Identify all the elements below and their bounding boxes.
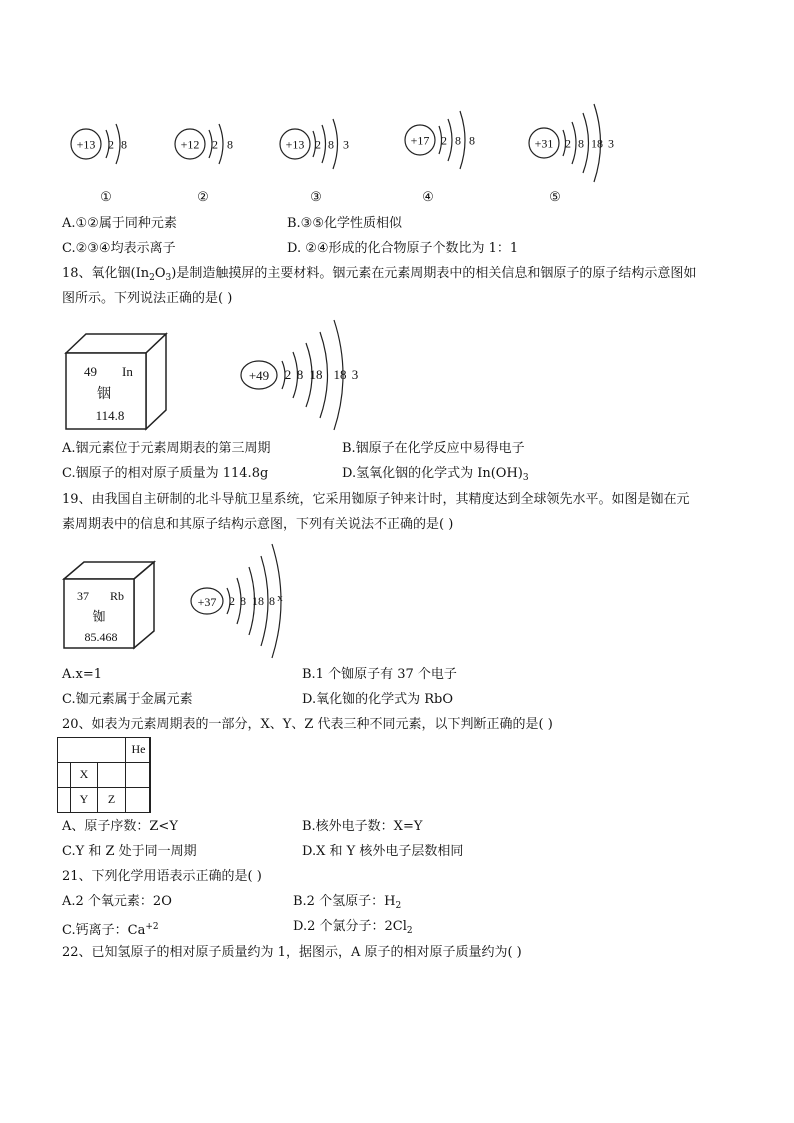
rubidium-atom-diagram — [191, 544, 283, 658]
atom-diagram-3 — [280, 119, 349, 204]
element-symbol: In — [122, 364, 133, 379]
svg-text:+37: +37 — [197, 595, 217, 609]
svg-text:8: 8 — [240, 594, 246, 608]
atomic-mass: 85.468 — [84, 630, 118, 644]
cell-y: Y — [79, 792, 89, 806]
atomic-number: 49 — [84, 364, 97, 379]
svg-text:③: ③ — [310, 189, 322, 204]
svg-text:8: 8 — [227, 137, 233, 152]
indium-element-card — [66, 334, 166, 429]
q17-option-d: D. ②④形成的化合物原子个数比为 1：1 — [287, 241, 519, 256]
indium-atom-diagram — [241, 320, 358, 430]
q18-stem-line2: 图所示。下列说法正确的是( ) — [62, 291, 233, 306]
q17-atom-diagrams — [0, 0, 794, 215]
q21-option-c: C.钙离子：$Ca^{+2}$ — [62, 922, 159, 938]
svg-text:+13: +13 — [285, 137, 305, 152]
q20-option-c: C.Y 和 Z 处于同一周期 — [62, 844, 197, 859]
svg-text:+31: +31 — [534, 136, 554, 151]
q18-stem-line1: 18、氧化铟$(In_2O_3)$是制造触摸屏的主要材料。铟元素在元素周期表中的相关信息和铟原子的原子结构示意图如 — [62, 266, 697, 283]
q17-option-a: A.①②属于同种元素 — [62, 216, 177, 231]
q19-option-a: A.x=1 — [62, 667, 103, 682]
cell-z: Z — [107, 792, 116, 806]
q20-option-a: A、原子序数：Z<Y — [62, 819, 178, 834]
q19-option-c: C.铷元素属于金属元素 — [62, 692, 193, 707]
rubidium-element-card — [64, 562, 154, 648]
atomic-mass: 114.8 — [95, 408, 125, 423]
svg-text:2: 2 — [315, 137, 321, 152]
svg-text:+17: +17 — [410, 133, 430, 148]
svg-text:8: 8 — [296, 367, 304, 382]
svg-text:18: 18 — [591, 136, 603, 151]
element-symbol: Rb — [110, 589, 125, 603]
atom-diagram-4 — [405, 111, 475, 204]
q18-option-d: D.氢氧化铟的化学式为 $In(OH)_3$ — [342, 466, 529, 483]
svg-text:2: 2 — [284, 367, 292, 382]
nucleus-charge: +13 — [76, 137, 96, 152]
svg-text:②: ② — [197, 189, 209, 204]
atomic-number: 37 — [77, 589, 89, 603]
svg-text:x: x — [277, 592, 283, 604]
q19-stem-line1: 19、由我国自主研制的北斗导航卫星系统，它采用铷原子钟来计时，其精度达到全球领先水平。如图是铷在元 — [62, 492, 690, 507]
diagram-label: ① — [100, 189, 112, 204]
cell-he: He — [131, 742, 146, 756]
atom-diagram-5 — [529, 104, 614, 204]
q20-stem: 20、如表为元素周期表的一部分，X、Y、Z 代表三种不同元素，以下判断正确的是( ) — [62, 717, 553, 732]
svg-text:8: 8 — [269, 594, 275, 608]
q18-option-a: A.铟元素位于元素周期表的第三周期 — [62, 441, 271, 456]
svg-text:+12: +12 — [180, 137, 200, 152]
q18-option-c: C.铟原子的相对原子质量为 114.8g — [62, 466, 269, 481]
q17-option-b: B.③⑤化学性质相似 — [287, 216, 402, 231]
q19-option-d: D.氧化铷的化学式为 RbO — [302, 692, 453, 707]
svg-text:2: 2 — [565, 136, 571, 151]
svg-text:8: 8 — [121, 137, 127, 152]
svg-text:3: 3 — [351, 367, 359, 382]
svg-text:④: ④ — [422, 189, 434, 204]
q17-option-c: C.②③④均表示离子 — [62, 241, 176, 256]
atom-diagram-2 — [175, 124, 233, 204]
svg-text:3: 3 — [343, 137, 349, 152]
q19-figure — [0, 538, 400, 660]
svg-text:8: 8 — [469, 133, 475, 148]
svg-text:3: 3 — [608, 136, 614, 151]
q21-option-b: B.2 个氢原子：$H_2$ — [293, 894, 402, 911]
q21-stem: 21、下列化学用语表示正确的是( ) — [62, 869, 262, 884]
q21-option-a: A.2 个氧元素：2O — [62, 894, 172, 909]
q20-option-b: B.核外电子数：X=Y — [302, 819, 423, 834]
svg-text:2: 2 — [212, 137, 218, 152]
atom-diagram-1 — [71, 124, 127, 204]
periodic-table-fragment — [57, 737, 150, 813]
q18-option-b: B.铟原子在化学反应中易得电子 — [342, 441, 525, 456]
svg-text:18: 18 — [333, 367, 347, 382]
svg-text:2: 2 — [229, 594, 235, 608]
svg-text:2: 2 — [108, 137, 114, 152]
svg-text:8: 8 — [328, 137, 334, 152]
q20-option-d: D.X 和 Y 核外电子层数相同 — [302, 844, 464, 859]
q21-option-d: D.2 个氯分子：$2Cl_2$ — [293, 919, 413, 936]
svg-text:+49: +49 — [248, 368, 270, 383]
q19-stem-line2: 素周期表中的信息和其原子结构示意图，下列有关说法不正确的是( ) — [62, 517, 454, 532]
cell-x: X — [79, 767, 89, 781]
q19-option-b: B.1 个铷原子有 37 个电子 — [302, 667, 457, 682]
svg-text:8: 8 — [578, 136, 584, 151]
element-name: 铟 — [97, 387, 111, 402]
element-name: 铷 — [92, 609, 106, 624]
q18-figure — [0, 310, 400, 435]
svg-text:8: 8 — [455, 133, 461, 148]
svg-text:2: 2 — [441, 133, 447, 148]
svg-text:18: 18 — [252, 594, 264, 608]
q22-stem: 22、已知氢原子的相对原子质量约为 1，据图示，A 原子的相对原子质量约为( ) — [62, 945, 522, 960]
svg-text:⑤: ⑤ — [549, 189, 561, 204]
svg-text:18: 18 — [309, 367, 323, 382]
